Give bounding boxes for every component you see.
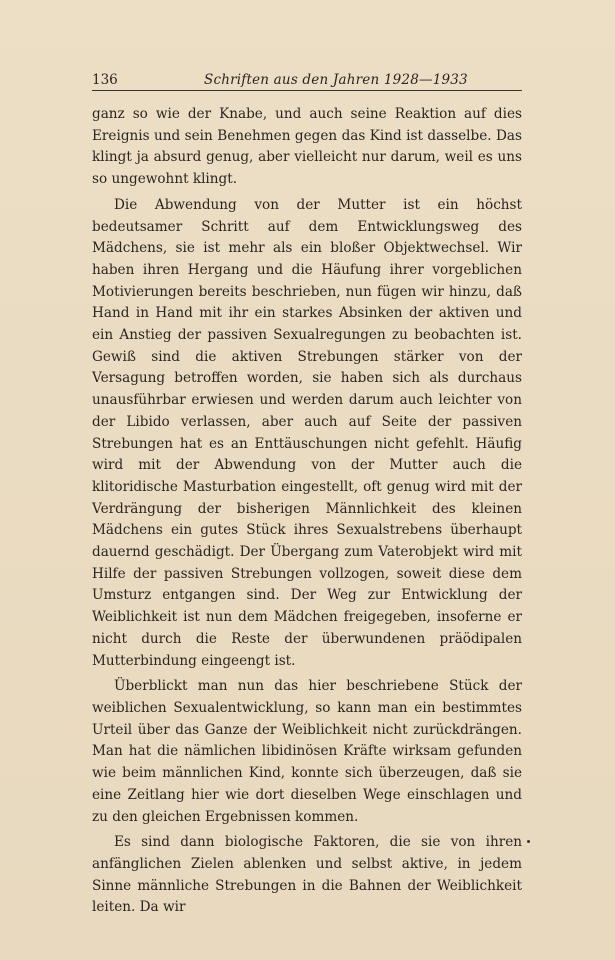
page-header — [92, 72, 522, 91]
page-number: 136 — [92, 72, 118, 88]
body-text — [92, 104, 522, 923]
paragraph: Überblickt man nun das hier beschriebene Stück der weiblichen Sexualentwicklung, so kann man ein bestimmtes Urteil über das Ganze der Weiblichkeit nicht zurückdrängen. Man hat die nämlichen libidinösen Kräfte wirksam gefunden wie beim männlichen Kind, konnte sich überzeugen, daß sie eine Zeitlang hier wie dort dieselben Wege einschlagen und zu den gleichen Ergebnissen kommen. — [92, 678, 522, 825]
paper-speck — [527, 840, 530, 843]
paragraph-continuation: ganz so wie der Knabe, und auch seine Reaktion auf dies Ereignis und sein Benehmen gegen das Kind ist dasselbe. Das klingt ja absurd genug, aber vielleicht nur darum, weil es uns so ungewohnt klingt. — [92, 106, 522, 188]
running-title: Schriften aus den Jahren 1928—1933 — [204, 72, 468, 88]
paragraph: Die Abwendung von der Mutter ist ein höchst bedeutsamer Schritt auf dem Entwicklungsweg des Mädchens, sie ist mehr als ein bloßer Objektwechsel. Wir haben ihren Hergang und die Häufung ihrer vorgeblichen Motivierungen bereits beschrieben, nun fügen wir hinzu, daß Hand in Hand mit ihr ein starkes Absinken der aktiven und ein Anstieg der passiven Sexualregungen zu beobachten ist. Gewiß sind die aktiven Strebungen stärker von der Versagung betroffen worden, sie haben sich als durchaus unausführbar erwiesen und werden darum auch leichter von der Libido verlassen, aber auch auf Seite der passiven Strebungen hat es an Enttäuschungen nicht gefehlt. Häufig wird mit der Abwendung von der Mutter auch die klitoridische Masturbation eingestellt, oft genug wird mit der Verdrängung der bisherigen Männlichkeit des kleinen Mädchens ein gutes Stück ihres Sexualstrebens überhaupt dauernd geschädigt. Der Übergang zum Vaterobjekt wird mit Hilfe der passiven Strebungen vollzogen, soweit diese dem Umsturz entgangen sind. Der Weg zur Entwicklung der Weiblichkeit ist nun dem Mädchen freigegeben, insoferne er nicht durch die Reste der überwundenen präödipalen Mutterbindung eingeengt ist. — [92, 196, 522, 669]
paragraph: Es sind dann biologische Faktoren, die sie von ihren anfänglichen Zielen ablenken und selbst aktive, in jedem Sinne männliche Strebungen in die Bahnen der Weiblichkeit leiten. Da wir — [92, 834, 522, 916]
